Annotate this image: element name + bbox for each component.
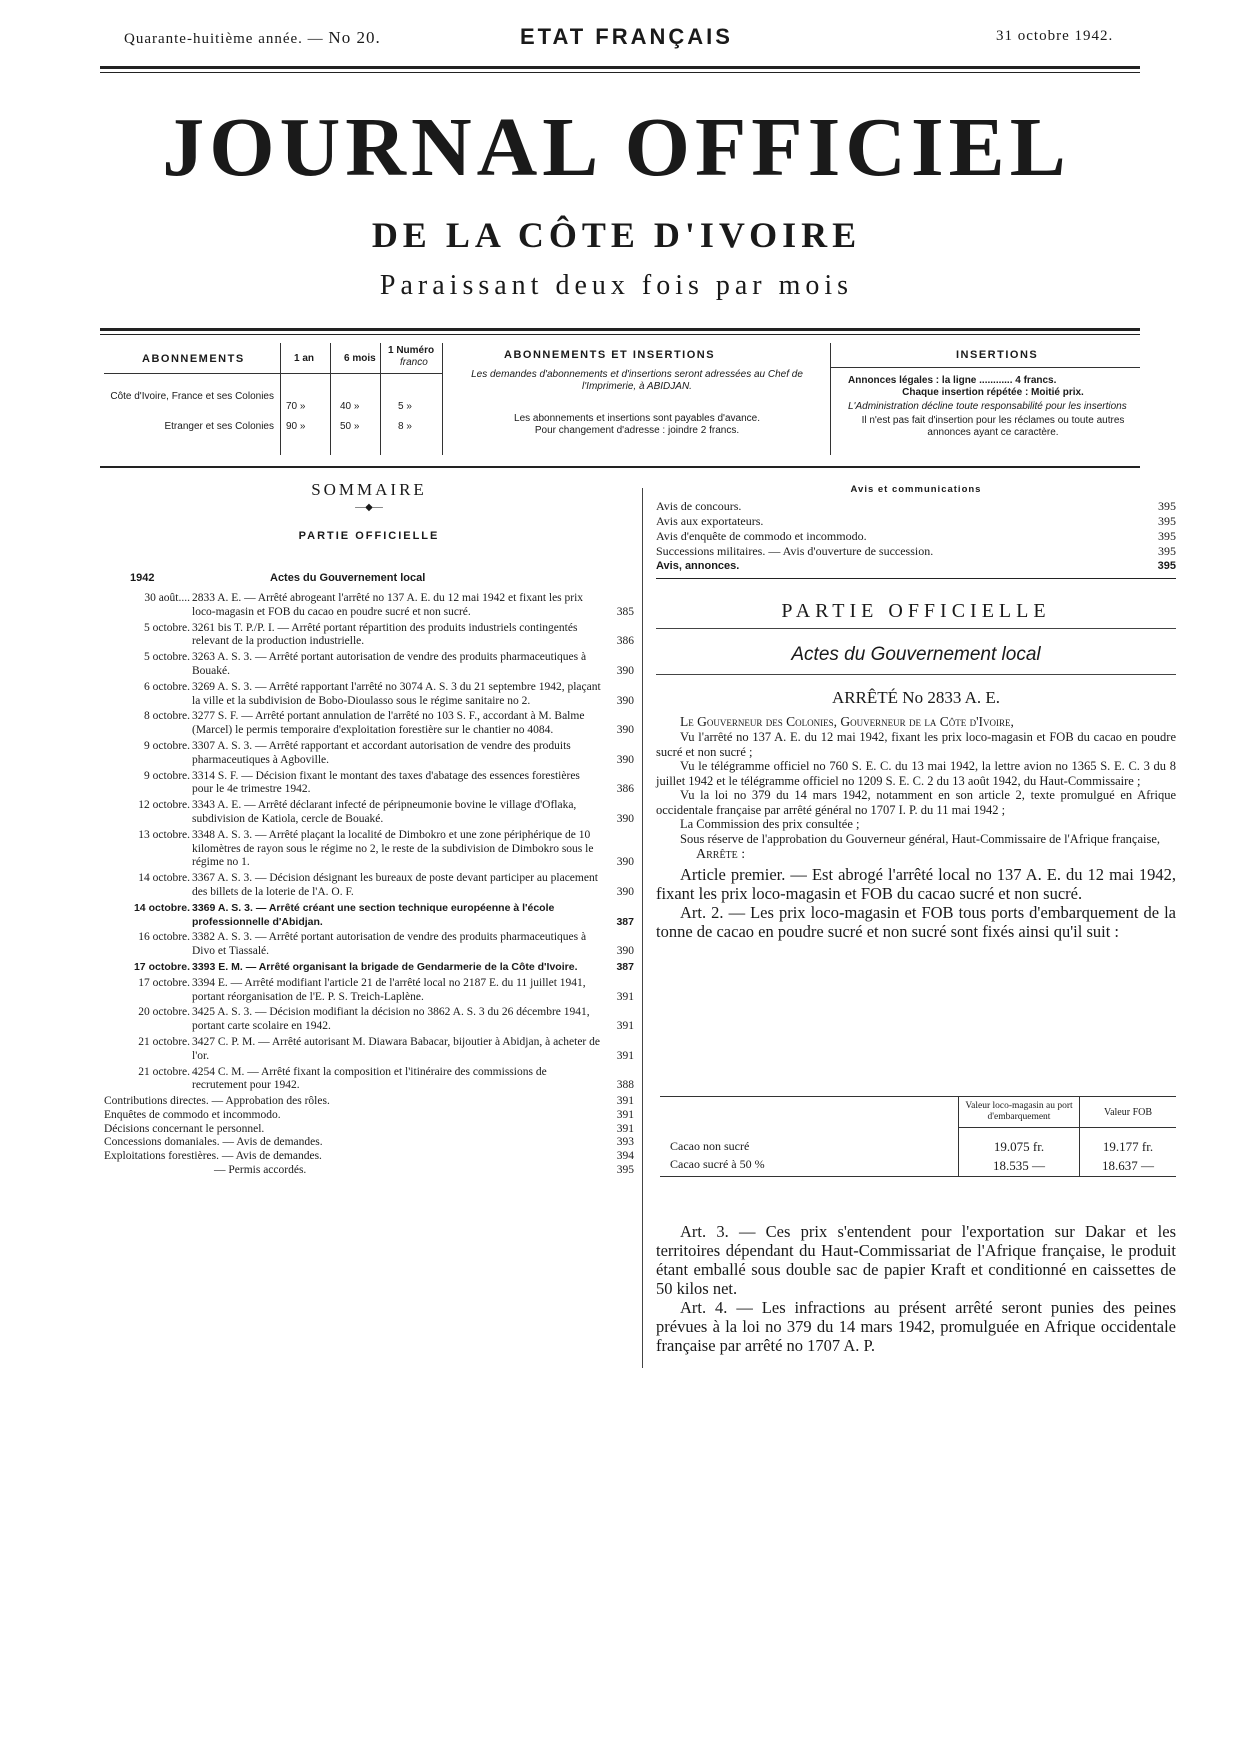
vu-line: La Commission des prix consultée ; xyxy=(680,817,860,831)
col-divider xyxy=(380,343,381,455)
toc-entry[interactable]: 16 octobre. 3382 A. S. 3. — Arrêté portant autorisation de vendre des produits pharmaceutiques à Divo et Tiassalé. 390 xyxy=(138,931,634,958)
vu-line: Vu la loi no 379 du 14 mars 1942, notamment en son article 2, texte promulgué en Afrique occidentale française par arrêté général no 1707 I. P. du 11 mai 1942 ; xyxy=(656,788,1176,817)
col-fob: Valeur FOB xyxy=(1080,1097,1177,1128)
toc-other[interactable]: Exploitations forestières. — Avis de demandes. 394 xyxy=(104,1150,634,1163)
insertion-line: Chaque insertion répétée : Moitié prix. xyxy=(902,387,1084,398)
partie-title: PARTIE OFFICIELLE xyxy=(781,600,1051,622)
sub-row-label: Côte d'Ivoire, France et ses Colonies xyxy=(110,391,274,402)
avis-row[interactable]: Successions militaires. — Avis d'ouverture de succession. 395 xyxy=(656,544,1176,558)
toc-entry[interactable]: 14 octobre. 3369 A. S. 3. — Arrêté créant une section technique européenne à l'école professionnelle d'Abidjan. 387 xyxy=(133,901,634,928)
column-divider xyxy=(642,488,643,1368)
toc-entry[interactable]: 21 octobre. 3427 C. P. M. — Arrêté autorisant M. Diawara Babacar, bijoutier à Abidjan, à acheter de l'or. 391 xyxy=(138,1035,634,1062)
toc-other[interactable]: Concessions domaniales. — Avis de demandes. 393 xyxy=(104,1136,634,1149)
toc-other[interactable]: Contributions directes. — Approbation des rôles. 391 xyxy=(104,1095,634,1108)
price-row-label: Cacao sucré à 50 % xyxy=(660,1156,959,1177)
sub-row-an: 70 » xyxy=(286,401,306,412)
price-row-label: Cacao non sucré xyxy=(670,1139,750,1153)
col-numero: 1 Numéro xyxy=(388,345,435,356)
col-divider xyxy=(830,343,831,455)
col-1an: 1 an xyxy=(294,353,315,364)
toc-other[interactable]: Enquêtes de commodo et incommodo. 391 xyxy=(104,1108,634,1121)
sommaire-partie: PARTIE OFFICIELLE xyxy=(298,530,440,542)
toc-entry[interactable]: 5 octobre. 3261 bis T. P./P. I. — Arrêté portant répartition des produits industriels contingentés relevant de la production industrielle. 386 xyxy=(144,621,634,648)
toc-other[interactable]: — Permis accordés. 395 xyxy=(214,1164,634,1177)
sub-row-label: Etranger et ses Colonies xyxy=(164,421,274,432)
toc-entry[interactable]: 13 octobre. 3348 A. S. 3. — Arrêté plaçant la localité de Dimbokro et une zone périphérique de 10 kilomètres de rayon sous le régime no 2, le reste de la subdivision de Dimbokro sous le régime no 1. 390 xyxy=(138,828,634,869)
arrete-body xyxy=(656,714,1176,941)
toc-entry[interactable]: 17 octobre. 3393 E. M. — Arrêté organisant la brigade de Gendarmerie de la Côte d'Ivoire. 387 xyxy=(133,960,634,973)
sommaire-title: SOMMAIRE xyxy=(311,480,427,499)
journal-subtitle: DE LA CÔTE D'IVOIRE xyxy=(371,215,862,255)
top-rule-thin xyxy=(100,72,1140,73)
toc-entry[interactable]: 30 août.... 2833 A. E. — Arrêté abrogeant l'arrêté no 137 A. E. du 12 mai 1942 et fixant les prix loco-magasin et FOB du cacao en poudre sucré et non sucré. 385 xyxy=(144,592,634,618)
toc-entry[interactable]: 17 octobre. 3394 E. — Arrêté modifiant l'article 21 de l'arrêté local no 2187 E. du 11 juillet 1941, portant réorganisation de l'E. P. S. Treich-Laplène. 391 xyxy=(138,976,634,1003)
toc-entry[interactable]: 12 octobre. 3343 A. E. — Arrêté déclarant infecté de péripneumonie bovine le village d'Oflaka, subdivision de Katiola, cercle de Bouaké. 390 xyxy=(138,799,634,825)
year-label: Quarante-huitième année. — No 20. xyxy=(124,28,381,47)
avis-heading: Avis et communications xyxy=(850,484,982,495)
insertions-heading: INSERTIONS xyxy=(956,349,1039,361)
price-row-loco: 19.075 fr. xyxy=(959,1138,1080,1156)
avis-block xyxy=(656,484,1176,574)
partie-section: Actes du Gouvernement local xyxy=(791,644,1041,665)
sub-row-mois: 50 » xyxy=(340,421,360,432)
col-divider xyxy=(280,343,281,455)
price-row-loco: 18.535 — xyxy=(959,1156,1080,1177)
col-loco: Valeur loco-magasin au port d'embarquement xyxy=(959,1097,1080,1128)
arrete-word: Arrête : xyxy=(696,847,746,862)
avis-row[interactable]: Avis aux exportateurs. 395 xyxy=(656,514,1176,528)
state-label: ETAT FRANÇAIS xyxy=(520,24,733,49)
row-divider xyxy=(104,373,442,374)
price-row-fob: 19.177 fr. xyxy=(1102,1138,1154,1154)
toc-entry[interactable]: 20 octobre. 3425 A. S. 3. — Décision modifiant la décision no 3862 A. S. 3 du 26 décembre 1941, portant carte scolaire en 1942. 391 xyxy=(138,1006,634,1033)
middle-line: Pour changement d'adresse : joindre 2 francs. xyxy=(534,425,740,436)
governor: Le Gouverneur des Colonies, Gouverneur de la Côte d'Ivoire, xyxy=(680,714,1014,729)
toc-entry[interactable]: 9 octobre. 3307 A. S. 3. — Arrêté rapportant et accordant autorisation de vendre des produits pharmaceutiques à Agboville. 390 xyxy=(144,739,634,766)
sommaire-list xyxy=(104,592,634,1178)
journal-frequency: Paraissant deux fois par mois xyxy=(379,270,854,301)
article-3: Art. 3. — Ces prix s'entendent pour l'exportation sur Dakar et les territoires dépendant du Haut-Commissariat de l'Afrique française, le produit étant emballé sous double sac de papier Kraft et conditionné en caissettes de 50 kilos net. xyxy=(656,1222,1176,1298)
issue-number: No 20. xyxy=(328,28,381,47)
top-rule xyxy=(100,66,1140,69)
sub-row-mois: 40 » xyxy=(340,401,360,412)
arrete-number: ARRÊTÉ No 2833 A. E. xyxy=(831,688,1001,707)
sommaire-year: 1942 xyxy=(130,572,155,584)
toc-entry[interactable]: 9 octobre. 3314 S. F. — Décision fixant le montant des taxes d'abatage des essences forestières pour le 4e trimestre 1942. 386 xyxy=(144,769,634,796)
toc-entry[interactable]: 8 octobre. 3277 S. F. — Arrêté portant annulation de l'arrêté no 103 S. F., accordant à M. Balme (Marcel) le permis temporaire d'exploitation forestière sur le chantier no 4084. 390 xyxy=(144,710,634,737)
toc-entry[interactable]: 14 octobre. 3367 A. S. 3. — Décision désignant les bureaux de poste devant participer au placement des billets de la loterie de l'A. O. F. 390 xyxy=(138,872,634,898)
articles-3-4 xyxy=(656,1222,1176,1355)
header-rule xyxy=(100,328,1140,331)
insertion-line: Annonces légales : la ligne ............ 4 francs. xyxy=(848,375,1057,386)
toc-entry[interactable]: 5 octobre. 3263 A. S. 3. — Arrêté portant autorisation de vendre des produits pharmaceutiques à Bouaké. 390 xyxy=(144,651,634,677)
row-divider xyxy=(830,367,1140,368)
sommaire-section: Actes du Gouvernement local xyxy=(270,572,426,584)
avis-rule xyxy=(656,578,1176,579)
subscription-block xyxy=(104,343,1140,463)
col-6mois: 6 mois xyxy=(344,353,376,364)
article-1: Article premier. — Est abrogé l'arrêté local no 137 A. E. du 12 mai 1942, fixant les prix loco-magasin et FOB du cacao sucré et non sucré. xyxy=(656,864,1176,903)
ornament-icon: —◆— xyxy=(355,502,383,513)
col-franco: franco xyxy=(400,357,428,368)
insertion-line: Il n'est pas fait d'insertion pour les réclames ou toute autres annonces ayant ce caractère. xyxy=(861,415,1125,438)
vu-line: Vu le télégramme officiel no 760 S. E. C. du 13 mai 1942, la lettre avion no 1365 S. E. C. 3 du 8 juillet 1942 et le télégramme officiel no 1209 S. E. C. 2 du 13 août 1942, du Haut-Commissaire ; xyxy=(656,759,1176,788)
avis-row[interactable]: Avis de concours. 395 xyxy=(656,499,1176,513)
partie-rule xyxy=(656,628,1176,629)
article-4: Art. 4. — Les infractions au présent arrêté seront punies des peines prévues à la loi no 379 du 14 mars 1942, promulguée en Afrique occidentale française par arrêté no 1707 A. P. xyxy=(656,1298,1176,1355)
issue-date: 31 octobre 1942. xyxy=(996,28,1114,44)
partie-rule xyxy=(656,674,1176,675)
sub-row-num: 5 » xyxy=(398,401,412,412)
toc-entry[interactable]: 6 octobre. 3269 A. S. 3. — Arrêté rapportant l'arrêté no 3074 A. S. 3 du 21 septembre 1942, plaçant la ville et la subdivision de Bobo-Dioulasso sous le régime sanitaire no 2. 390 xyxy=(144,680,634,707)
article-2: Art. 2. — Les prix loco-magasin et FOB tous ports d'embarquement de la tonne de cacao en poudre sucré et non sucré sont fixés ainsi qu'il suit : xyxy=(656,902,1176,941)
header-rule-thin xyxy=(100,334,1140,335)
journal-title: JOURNAL OFFICIEL xyxy=(162,101,1071,194)
sub-row-an: 90 » xyxy=(286,421,306,432)
avis-row[interactable]: Avis d'enquête de commodo et incommodo. 395 xyxy=(656,529,1176,543)
toc-entry[interactable]: 21 octobre. 4254 C. M. — Arrêté fixant la composition et l'itinéraire des commissions de recrutement pour 1942. 388 xyxy=(138,1065,634,1092)
toc-other[interactable]: Décisions concernant le personnel. 391 xyxy=(104,1122,634,1135)
subscription-rule xyxy=(100,466,1140,468)
price-row-fob: 18.637 — xyxy=(1080,1156,1177,1177)
col-divider xyxy=(330,343,331,455)
col-divider xyxy=(442,343,443,455)
insertion-line: L'Administration décline toute responsabilité pour les insertions xyxy=(848,401,1127,412)
avis-row[interactable]: Avis, annonces. 395 xyxy=(656,560,1176,572)
middle-line: Les demandes d'abonnements et d'insertions seront adressées au Chef de l'Imprimerie, à ABIDJAN. xyxy=(471,369,803,392)
price-table xyxy=(660,1096,1176,1177)
sub-row-num: 8 » xyxy=(398,421,412,432)
middle-heading: ABONNEMENTS ET INSERTIONS xyxy=(504,349,716,361)
vu-line: Sous réserve de l'approbation du Gouverneur général, Haut-Commissaire de l'Afrique française, xyxy=(680,831,1161,846)
middle-line: Les abonnements et insertions sont payables d'avance. xyxy=(514,413,760,424)
vu-line: Vu l'arrêté no 137 A. E. du 12 mai 1942, fixant les prix loco-magasin et FOB du cacao en poudre sucré et non sucré ; xyxy=(656,730,1176,759)
abonnements-heading: ABONNEMENTS xyxy=(142,353,245,365)
